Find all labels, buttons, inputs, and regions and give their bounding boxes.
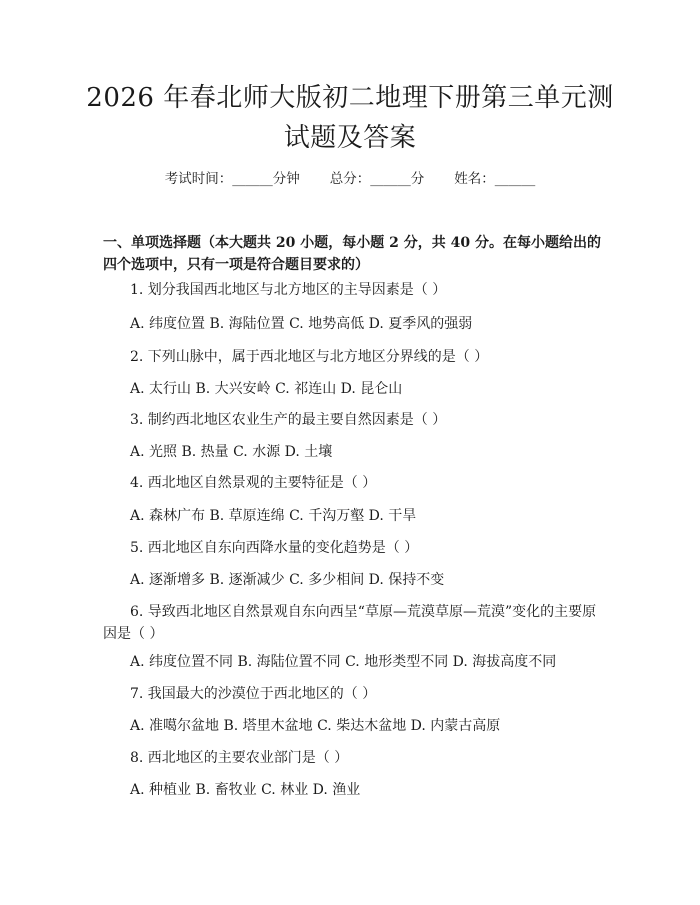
question-options: A. 准噶尔盆地 B. 塔里木盆地 C. 柴达木盆地 D. 内蒙古高原	[130, 718, 501, 734]
question-stem: 6. 导致西北地区自然景观自东向西呈“草原—荒漠草原—荒漠”变化的主要原因是（ ）	[103, 604, 597, 642]
question-stem: 7. 我国最大的沙漠位于西北地区的（ ）	[130, 686, 377, 702]
exam-meta	[0, 170, 700, 188]
document-title	[60, 78, 640, 158]
time-label: 考试时间：______分钟	[164, 171, 300, 187]
question-options: A. 太行山 B. 大兴安岭 C. 祁连山 D. 昆仑山	[130, 381, 403, 397]
question-stem: 3. 制约西北地区农业生产的最主要自然因素是（ ）	[130, 412, 447, 428]
question-stem: 2. 下列山脉中，属于西北地区与北方地区分界线的是（ ）	[130, 349, 489, 365]
title-line-2: 试题及答案	[283, 123, 417, 153]
question-options: A. 逐渐增多 B. 逐渐减少 C. 多少相间 D. 保持不变	[130, 572, 445, 588]
name-label: 姓名：______	[454, 171, 536, 187]
question-options: A. 光照 B. 热量 C. 水源 D. 土壤	[130, 444, 333, 460]
title-line-1: 2026 年春北师大版初二地理下册第三单元测	[86, 83, 614, 113]
question-stem: 4. 西北地区自然景观的主要特征是（ ）	[130, 475, 377, 491]
score-label: 总分：______分	[329, 171, 425, 187]
question-options: A. 纬度位置 B. 海陆位置 C. 地势高低 D. 夏季风的强弱	[130, 316, 473, 332]
question-options: A. 种植业 B. 畜牧业 C. 林业 D. 渔业	[130, 782, 361, 798]
question-stem: 1. 划分我国西北地区与北方地区的主导因素是（ ）	[130, 282, 447, 298]
question-stem: 5. 西北地区自东向西降水量的变化趋势是（ ）	[130, 540, 419, 556]
question-stem: 8. 西北地区的主要农业部门是（ ）	[130, 750, 349, 766]
question-options: A. 森林广布 B. 草原连绵 C. 千沟万壑 D. 干旱	[130, 508, 417, 524]
section-heading: 一、单项选择题（本大题共 20 小题，每小题 2 分，共 40 分。在每小题给出的四个选项中，只有一项是符合题目要求的）	[103, 235, 601, 273]
question-options: A. 纬度位置不同 B. 海陆位置不同 C. 地形类型不同 D. 海拔高度不同	[130, 654, 557, 670]
